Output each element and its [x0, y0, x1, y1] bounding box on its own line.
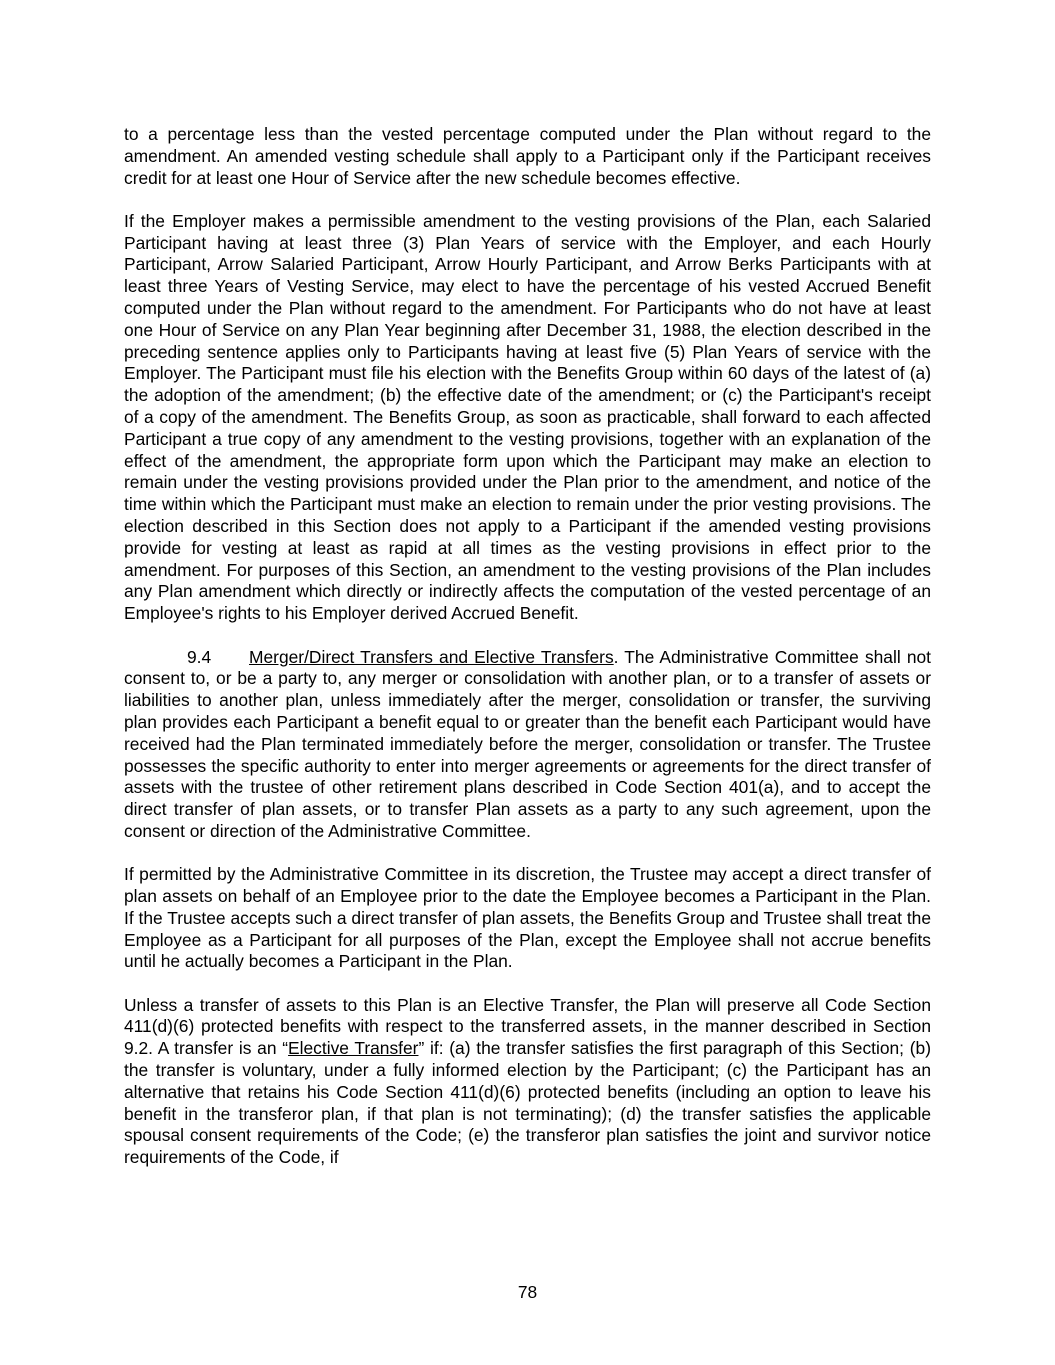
paragraph-section-9-4 [124, 647, 931, 843]
section-number: 9.4 [187, 646, 212, 667]
paragraph-vesting-schedule: to a percentage less than the vested percentage computed under the Plan without regard to the amendment. An amended vesting schedule shall apply to a Participant only if the Participant receives credit for at least one Hour of Service after the new schedule becomes effective. [124, 124, 931, 188]
page-number: 78 [517, 1282, 538, 1302]
elective-transfer-intro: Unless a transfer of assets to this Plan is an Elective Transfer, the Plan will preserve all Code Section 411(d)(6) protected benefits with respect to the transferred assets, in the manner described in Section 9.2. A transfer is an “ [124, 994, 931, 1059]
paragraph-elective-transfer [124, 995, 931, 1169]
document-page [124, 124, 931, 1191]
section-body: . The Administrative Committee shall not consent to, or be a party to, any merger or consolidation with another plan, or to a transfer of assets or liabilities to another plan, unless immediately after the merger, consolidation or transfer, the surviving plan provides each Participant a benefit equal to or greater than the benefit each Participant would have received had the Plan terminated immediately before the merger, consolidation or transfer. The Trustee possesses the specific authority to enter into merger agreements or agreements for the direct transfer of assets with the trustee of other retirement plans described in Code Section 401(a), and to accept the direct transfer of plan assets, or to transfer Plan assets as a party to any such agreement, upon the consent or direction of the Administrative Committee. [124, 646, 931, 841]
elective-transfer-term: Elective Transfer [288, 1038, 419, 1059]
paragraph-direct-transfer: If permitted by the Administrative Committee in its discretion, the Trustee may accept a direct transfer of plan assets on behalf of an Employee prior to the date the Employee becomes a Participant in the Plan. If the Trustee accepts such a direct transfer of plan assets, the Benefits Group and Trustee shall treat the Employee as a Participant for all purposes of the Plan, except the Employee shall not accrue benefits until he actually becomes a Participant in the Plan. [124, 864, 931, 972]
elective-transfer-conditions: ” if: (a) the transfer satisfies the first paragraph of this Section; (b) the transfer is voluntary, under a fully informed election by the Participant; (c) the Participant has an alternative that retains his Code Section 411(d)(6) protected benefits (including an option to leave his benefit in the transferor plan, if that plan is not terminating); (d) the transfer satisfies the applicable spousal consent requirements of the Code; (e) the transferor plan satisfies the joint and survivor notice requirements of the Code, if [124, 1038, 932, 1168]
paragraph-vesting-election: If the Employer makes a permissible amendment to the vesting provisions of the Plan, each Salaried Participant having at least three (3) Plan Years of service with the Employer, and each Hourly Participant, Arrow Salaried Participant, Arrow Hourly Participant, and Arrow Berks Participants with at least three Years of Vesting Service, may elect to have the percentage of his vested Accrued Benefit computed under the Plan without regard to the amendment. For Participants who do not have at least one Hour of Service on any Plan Year beginning after December 31, 1988, the election described in the preceding sentence applies only to Participants having at least five (5) Plan Years of service with the Employer. The Participant must file his election with the Benefits Group within 60 days of the latest of (a) the adoption of the amendment; (b) the effective date of the amendment; or (c) the Participant's receipt of a copy of the amendment. The Benefits Group, as soon as practicable, shall forward to each affected Participant a true copy of any amendment to the vesting provisions, together with an explanation of the effect of the amendment, the appropriate form upon which the Participant may make an election to remain under the vesting provisions provided under the Plan prior to the amendment, and notice of the time within which the Participant must make an election to remain under the prior vesting provisions. The election described in this Section does not apply to a Participant if the amended vesting provisions provide for vesting at least as rapid at all times as the vesting provisions in effect prior to the amendment. For purposes of this Section, an amendment to the vesting provisions of the Plan includes any Plan amendment which directly or indirectly affects the computation of the vested percentage of an Employee's rights to his Employer derived Accrued Benefit. [124, 210, 931, 624]
section-title: Merger/Direct Transfers and Elective Transfers [249, 646, 614, 667]
